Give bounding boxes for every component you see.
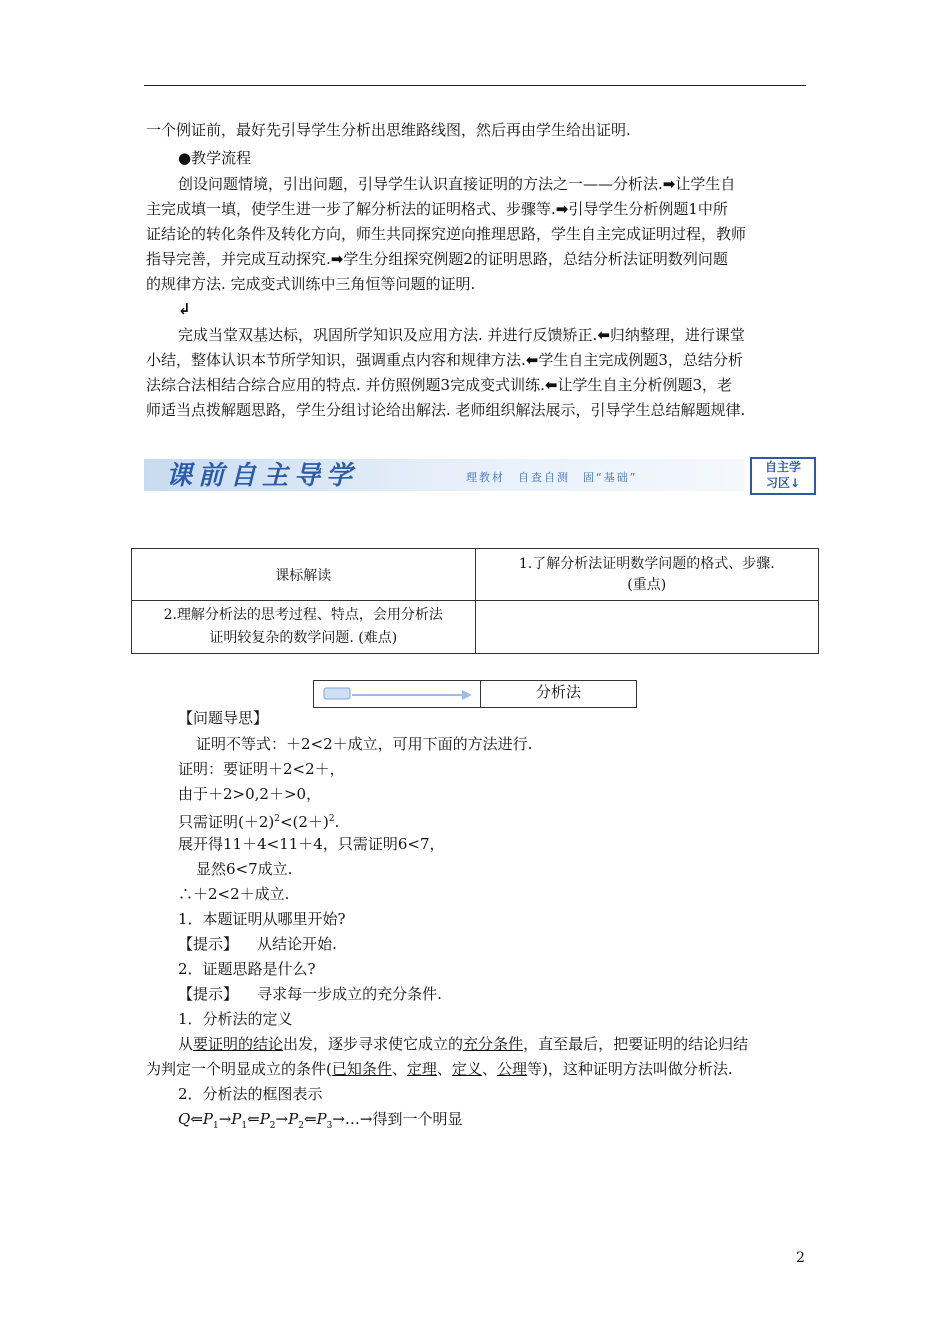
banner-title: 课前自主导学 xyxy=(166,461,359,491)
text-line: 由于＋2>0,2＋>0， xyxy=(178,785,322,803)
section-label: 分析法 xyxy=(535,683,581,701)
text-line: 指导完善，并完成互动探究.➡学生分组探究例题2的证明思路，总结分析法证明数列问题 xyxy=(146,250,728,268)
text-line: 法综合法相结合综合应用的特点. 并仿照例题3完成变式训练.⬅让学生自主分析例题3，老 xyxy=(146,376,732,394)
text-line: 小结，整体认识本节所学知识，强调重点内容和规律方法.⬅学生自主完成例题3，总结分析 xyxy=(146,351,743,369)
definition-line: 从要证明的结论出发，逐步寻求使它成立的充分条件，直至最后，把要证明的结论归结 xyxy=(178,1035,749,1053)
question: 2．证题思路是什么? xyxy=(178,960,316,978)
text-line: 完成当堂双基达标，巩固所学知识及应用方法. 并进行反馈矫正.⬅归纳整理，进行课堂 xyxy=(178,326,745,344)
cell-line: 1.了解分析法证明数学问题的格式、步骤. xyxy=(518,555,775,572)
text-line: 证明不等式：＋2<2＋成立，可用下面的方法进行. xyxy=(196,735,533,753)
text-line: 证明：要证明＋2<2＋， xyxy=(178,760,345,778)
cell-line: 2.理解分析法的思考过程、特点，会用分析法 xyxy=(163,607,443,623)
text-line: 的规律方法. 完成变式训练中三角恒等问题的证明. xyxy=(146,275,476,293)
badge-line: 自主学 xyxy=(764,460,801,474)
arrow-left-icon: ⬅ xyxy=(597,326,610,344)
arrow-right-icon: ➡ xyxy=(330,250,344,268)
table-cell: 课标解读 xyxy=(132,549,476,601)
arrow-left-icon: ⬅ xyxy=(544,376,558,394)
question: 1．本题证明从哪里开始? xyxy=(178,910,346,928)
text-line: 师适当点拨解题思路，学生分组讨论给出解法. 老师组织解法展示，引导学生总结解题规律. xyxy=(146,401,746,419)
cell-line: 证明较复杂的数学问题. (难点) xyxy=(209,630,398,646)
header-rule xyxy=(144,85,806,86)
arrow-right-icon: ➡ xyxy=(662,175,676,193)
text-line: ∴＋2<2＋成立. xyxy=(178,885,290,903)
arrow-right-icon: ➡ xyxy=(555,200,569,218)
frame-diagram: $Q⇐P_1\to P_1⇐P_2\to P_2⇐P_3\to\dots\to$得到一个明显 xyxy=(178,1110,463,1131)
table-cell xyxy=(132,601,476,654)
hint: 【提示】 从结论开始. xyxy=(178,935,337,953)
section-arrow-icon xyxy=(322,685,472,703)
banner-subtitle: 理教材 自查自测 固“基础” xyxy=(466,471,638,484)
definition-line: 为判定一个明显成立的条件(已知条件、定理、定义、公理等)，这种证明方法叫做分析法. xyxy=(146,1060,733,1078)
banner-badge xyxy=(750,457,816,495)
section-banner xyxy=(144,455,816,495)
table-cell xyxy=(475,601,819,654)
cell-line: (重点) xyxy=(627,576,667,593)
turn-arrow-icon: ↲ xyxy=(178,300,191,318)
definition-heading: 1．分析法的定义 xyxy=(178,1010,293,1028)
flow-heading: ●教学流程 xyxy=(178,149,252,167)
table-cell xyxy=(475,549,819,601)
text-line: 只需证明$(+2)^2<(2+)^2$. xyxy=(178,813,340,831)
text-line: 证结论的转化条件及转化方向，师生共同探究逆向推理思路，学生自主完成证明过程，教师 xyxy=(146,225,747,243)
text-line: 显然6<7成立. xyxy=(196,860,293,878)
frame-heading: 2．分析法的框图表示 xyxy=(178,1085,323,1103)
section-header xyxy=(313,680,637,708)
text-line: 主完成填一填，使学生进一步了解分析法的证明格式、步骤等.➡引导学生分析例题1中所 xyxy=(146,200,728,218)
badge-line: 习区↓ xyxy=(765,476,801,490)
arrow-left-icon: ⬅ xyxy=(525,351,539,369)
text-line: 展开得11＋4<11＋4，只需证明6<7， xyxy=(178,835,445,853)
text-line: 创设问题情境，引出问题，引导学生认识直接证明的方法之一——分析法.➡让学生自 xyxy=(178,175,736,193)
standards-table xyxy=(131,548,819,654)
hint: 【提示】 寻求每一步成立的充分条件. xyxy=(178,985,442,1003)
text-line: 一个例证前，最好先引导学生分析出思维路线图，然后再由学生给出证明. xyxy=(146,121,631,139)
page-number: 2 xyxy=(796,1250,805,1266)
guide-heading: 【问题导思】 xyxy=(178,709,269,727)
